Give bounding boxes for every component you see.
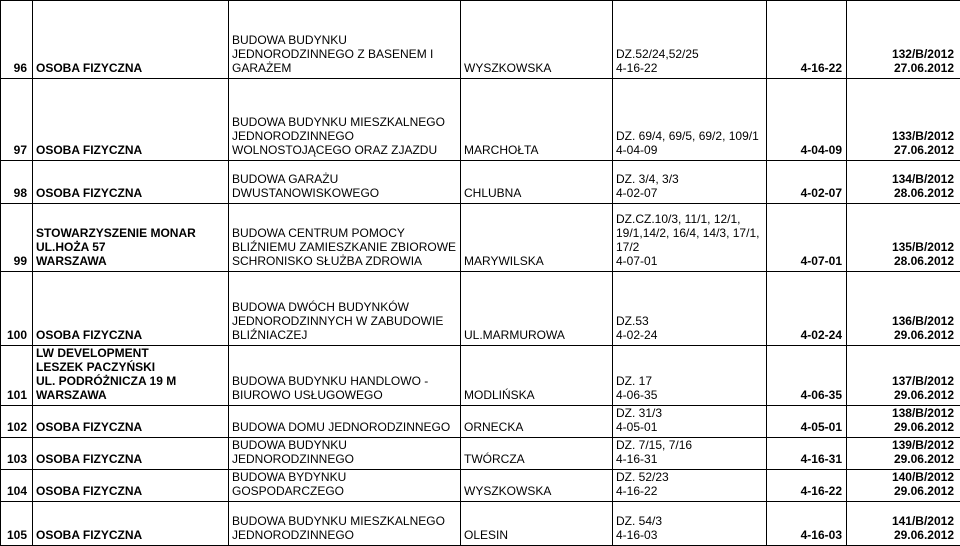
plot-cell-line: 4-07-01 (616, 254, 763, 268)
object-cell-line: BUDOWA BYDYNKU (232, 470, 457, 484)
plot-cell-line: DZ. 7/15, 7/16 (616, 438, 763, 452)
investor-cell-line: OSOBA FIZYCZNA (36, 484, 225, 498)
investor-cell-line: OSOBA FIZYCZNA (36, 528, 225, 542)
investor-cell (33, 161, 229, 204)
plot-cell-line: 4-06-35 (616, 388, 763, 402)
plot-cell (613, 346, 767, 406)
investor-cell (33, 272, 229, 346)
row-number: 102 (1, 406, 33, 438)
investor-cell-line: OSOBA FIZYCZNA (36, 328, 225, 342)
investor-cell-line: WARSZAWA (36, 388, 225, 402)
investor-cell (33, 204, 229, 272)
location-cell: CHLUBNA (461, 161, 613, 204)
investor-cell-line: WARSZAWA (36, 254, 225, 268)
location-cell: MARYWILSKA (461, 204, 613, 272)
investor-cell-line: OSOBA FIZYCZNA (36, 186, 225, 200)
row-number: 97 (1, 79, 33, 161)
investor-cell-line: OSOBA FIZYCZNA (36, 143, 225, 157)
row-number: 100 (1, 272, 33, 346)
area-code-cell: 4-02-24 (767, 272, 847, 346)
plot-cell-line: 17/2 (616, 240, 763, 254)
plot-cell-line: DZ. 52/23 (616, 470, 763, 484)
row-number: 104 (1, 470, 33, 502)
plot-cell-line: 4-02-07 (616, 186, 763, 200)
permit-cell-line: 28.06.2012 (850, 186, 954, 200)
row-number: 98 (1, 161, 33, 204)
investor-cell (33, 438, 229, 470)
object-cell-line: BUDOWA DWÓCH BUDYNKÓW (232, 300, 457, 314)
investor-cell-line: UL. PODRÓŻNICZA 19 M (36, 374, 225, 388)
permit-cell-line: 137/B/2012 (850, 374, 954, 388)
location-cell: UL.MARMUROWA (461, 272, 613, 346)
plot-cell (613, 470, 767, 502)
permit-cell-line: 139/B/2012 (850, 438, 954, 452)
object-cell (229, 272, 461, 346)
investor-cell (33, 470, 229, 502)
object-cell-line: BUDOWA BUDYNKU (232, 33, 457, 47)
object-cell-line: SCHRONISKO SŁUŻBA ZDROWIA (232, 254, 457, 268)
object-cell-line: JEDNORODZINNEGO Z BASENEM I (232, 47, 457, 61)
table-row (1, 470, 960, 502)
object-cell (229, 346, 461, 406)
plot-cell-line: 19/1,14/2, 16/4, 14/3, 17/1, (616, 226, 763, 240)
plot-cell-line: DZ. 17 (616, 374, 763, 388)
plot-cell (613, 502, 767, 546)
table-row (1, 502, 960, 546)
row-number: 99 (1, 204, 33, 272)
investor-cell (33, 502, 229, 546)
plot-cell (613, 406, 767, 438)
investor-cell (33, 79, 229, 161)
area-code-cell: 4-04-09 (767, 79, 847, 161)
area-code-cell: 4-16-22 (767, 470, 847, 502)
plot-cell-line: DZ.53 (616, 314, 763, 328)
plot-cell-line: 4-04-09 (616, 143, 763, 157)
permit-cell (847, 470, 960, 502)
permit-cell (847, 438, 960, 470)
object-cell (229, 161, 461, 204)
plot-cell-line: 4-16-22 (616, 61, 763, 75)
permit-cell-line: 29.06.2012 (850, 328, 954, 342)
row-number: 103 (1, 438, 33, 470)
investor-cell-line: OSOBA FIZYCZNA (36, 452, 225, 466)
plot-cell-line: 4-16-31 (616, 452, 763, 466)
area-code-cell: 4-06-35 (767, 346, 847, 406)
plot-cell (613, 438, 767, 470)
area-code-cell: 4-16-31 (767, 438, 847, 470)
object-cell-line: GOSPODARCZEGO (232, 484, 457, 498)
row-number: 96 (1, 1, 33, 79)
permit-cell-line: 138/B/2012 (850, 406, 954, 420)
table-row (1, 161, 960, 204)
object-cell-line: BUDOWA DOMU JEDNORODZINNEGO (232, 420, 457, 434)
location-cell: OLESIN (461, 502, 613, 546)
object-cell-line: BUDOWA BUDYNKU HANDLOWO - (232, 374, 457, 388)
plot-cell-line: DZ. 69/4, 69/5, 69/2, 109/1 (616, 129, 763, 143)
object-cell-line: GARAŻEM (232, 61, 457, 75)
object-cell-line: JEDNORODZINNYCH W ZABUDOWIE (232, 314, 457, 328)
location-cell: WYSZKOWSKA (461, 1, 613, 79)
plot-cell (613, 161, 767, 204)
permit-cell (847, 272, 960, 346)
permit-cell-line: 141/B/2012 (850, 514, 954, 528)
investor-cell-line: STOWARZYSZENIE MONAR (36, 226, 225, 240)
investor-cell-line: OSOBA FIZYCZNA (36, 420, 225, 434)
location-cell: ORNECKA (461, 406, 613, 438)
investor-cell-line: UL.HOŻA 57 (36, 240, 225, 254)
permit-cell-line: 29.06.2012 (850, 452, 954, 466)
location-cell: TWÓRCZA (461, 438, 613, 470)
location-cell: WYSZKOWSKA (461, 470, 613, 502)
permit-cell (847, 502, 960, 546)
permit-cell-line: 29.06.2012 (850, 484, 954, 498)
area-code-cell: 4-05-01 (767, 406, 847, 438)
object-cell (229, 470, 461, 502)
area-code-cell: 4-02-07 (767, 161, 847, 204)
plot-cell-line: 4-16-03 (616, 528, 763, 542)
table-row (1, 1, 960, 79)
plot-cell-line: 4-05-01 (616, 420, 763, 434)
investor-cell-line: OSOBA FIZYCZNA (36, 61, 225, 75)
permit-cell (847, 1, 960, 79)
permit-cell-line: 135/B/2012 (850, 240, 954, 254)
object-cell-line: BUDOWA GARAŻU (232, 172, 457, 186)
investor-cell (33, 406, 229, 438)
permit-cell (847, 406, 960, 438)
permit-cell-line: 29.06.2012 (850, 528, 954, 542)
table-row (1, 346, 960, 406)
object-cell (229, 79, 461, 161)
permit-cell (847, 204, 960, 272)
permit-cell-line: 134/B/2012 (850, 172, 954, 186)
location-cell: MARCHOŁTA (461, 79, 613, 161)
permit-cell-line: 28.06.2012 (850, 254, 954, 268)
object-cell (229, 204, 461, 272)
object-cell-line: BLIŹNIACZEJ (232, 328, 457, 342)
object-cell-line: WOLNOSTOJĄCEGO ORAZ ZJAZDU (232, 143, 457, 157)
object-cell-line: BUDOWA BUDYNKU MIESZKALNEGO (232, 514, 457, 528)
area-code-cell: 4-07-01 (767, 204, 847, 272)
area-code-cell: 4-16-22 (767, 1, 847, 79)
permit-cell-line: 29.06.2012 (850, 388, 954, 402)
plot-cell (613, 272, 767, 346)
object-cell-line: JEDNORODZINNEGO (232, 452, 457, 466)
location-cell: MODLIŃSKA (461, 346, 613, 406)
plot-cell-line: DZ. 31/3 (616, 406, 763, 420)
area-code-cell: 4-16-03 (767, 502, 847, 546)
investor-cell (33, 346, 229, 406)
plot-cell (613, 1, 767, 79)
row-number: 105 (1, 502, 33, 546)
investor-cell-line: LESZEK PACZYŃSKI (36, 360, 225, 374)
permit-cell-line: 140/B/2012 (850, 470, 954, 484)
investor-cell (33, 1, 229, 79)
plot-cell-line: DZ.CZ.10/3, 11/1, 12/1, (616, 212, 763, 226)
object-cell (229, 502, 461, 546)
object-cell-line: BUDOWA BUDYNKU (232, 438, 457, 452)
investor-cell-line: LW DEVELOPMENT (36, 346, 225, 360)
object-cell-line: BUDOWA CENTRUM POMOCY (232, 226, 457, 240)
permit-cell (847, 161, 960, 204)
object-cell-line: BLIŹNIEMU ZAMIESZKANIE ZBIOROWE (232, 240, 457, 254)
permit-cell-line: 133/B/2012 (850, 129, 954, 143)
object-cell-line: JEDNORODZINNEGO (232, 528, 457, 542)
plot-cell-line: 4-16-22 (616, 484, 763, 498)
object-cell-line: BUDOWA BUDYNKU MIESZKALNEGO (232, 115, 457, 129)
plot-cell-line: DZ.52/24,52/25 (616, 47, 763, 61)
plot-cell-line: DZ. 3/4, 3/3 (616, 172, 763, 186)
plot-cell (613, 204, 767, 272)
permit-cell (847, 346, 960, 406)
table-row (1, 272, 960, 346)
object-cell (229, 406, 461, 438)
object-cell-line: JEDNORODZINNEGO (232, 129, 457, 143)
permit-cell-line: 132/B/2012 (850, 47, 954, 61)
table-row (1, 204, 960, 272)
object-cell-line: DWUSTANOWISKOWEGO (232, 186, 457, 200)
table-row (1, 438, 960, 470)
permit-cell-line: 27.06.2012 (850, 143, 954, 157)
plot-cell-line: DZ. 54/3 (616, 514, 763, 528)
permit-cell-line: 27.06.2012 (850, 61, 954, 75)
object-cell (229, 1, 461, 79)
table-row (1, 406, 960, 438)
plot-cell (613, 79, 767, 161)
permit-cell-line: 136/B/2012 (850, 314, 954, 328)
table-row (1, 79, 960, 161)
object-cell (229, 438, 461, 470)
permit-cell-line: 29.06.2012 (850, 420, 954, 434)
row-number: 101 (1, 346, 33, 406)
plot-cell-line: 4-02-24 (616, 328, 763, 342)
permit-cell (847, 79, 960, 161)
object-cell-line: BIUROWO USŁUGOWEGO (232, 388, 457, 402)
